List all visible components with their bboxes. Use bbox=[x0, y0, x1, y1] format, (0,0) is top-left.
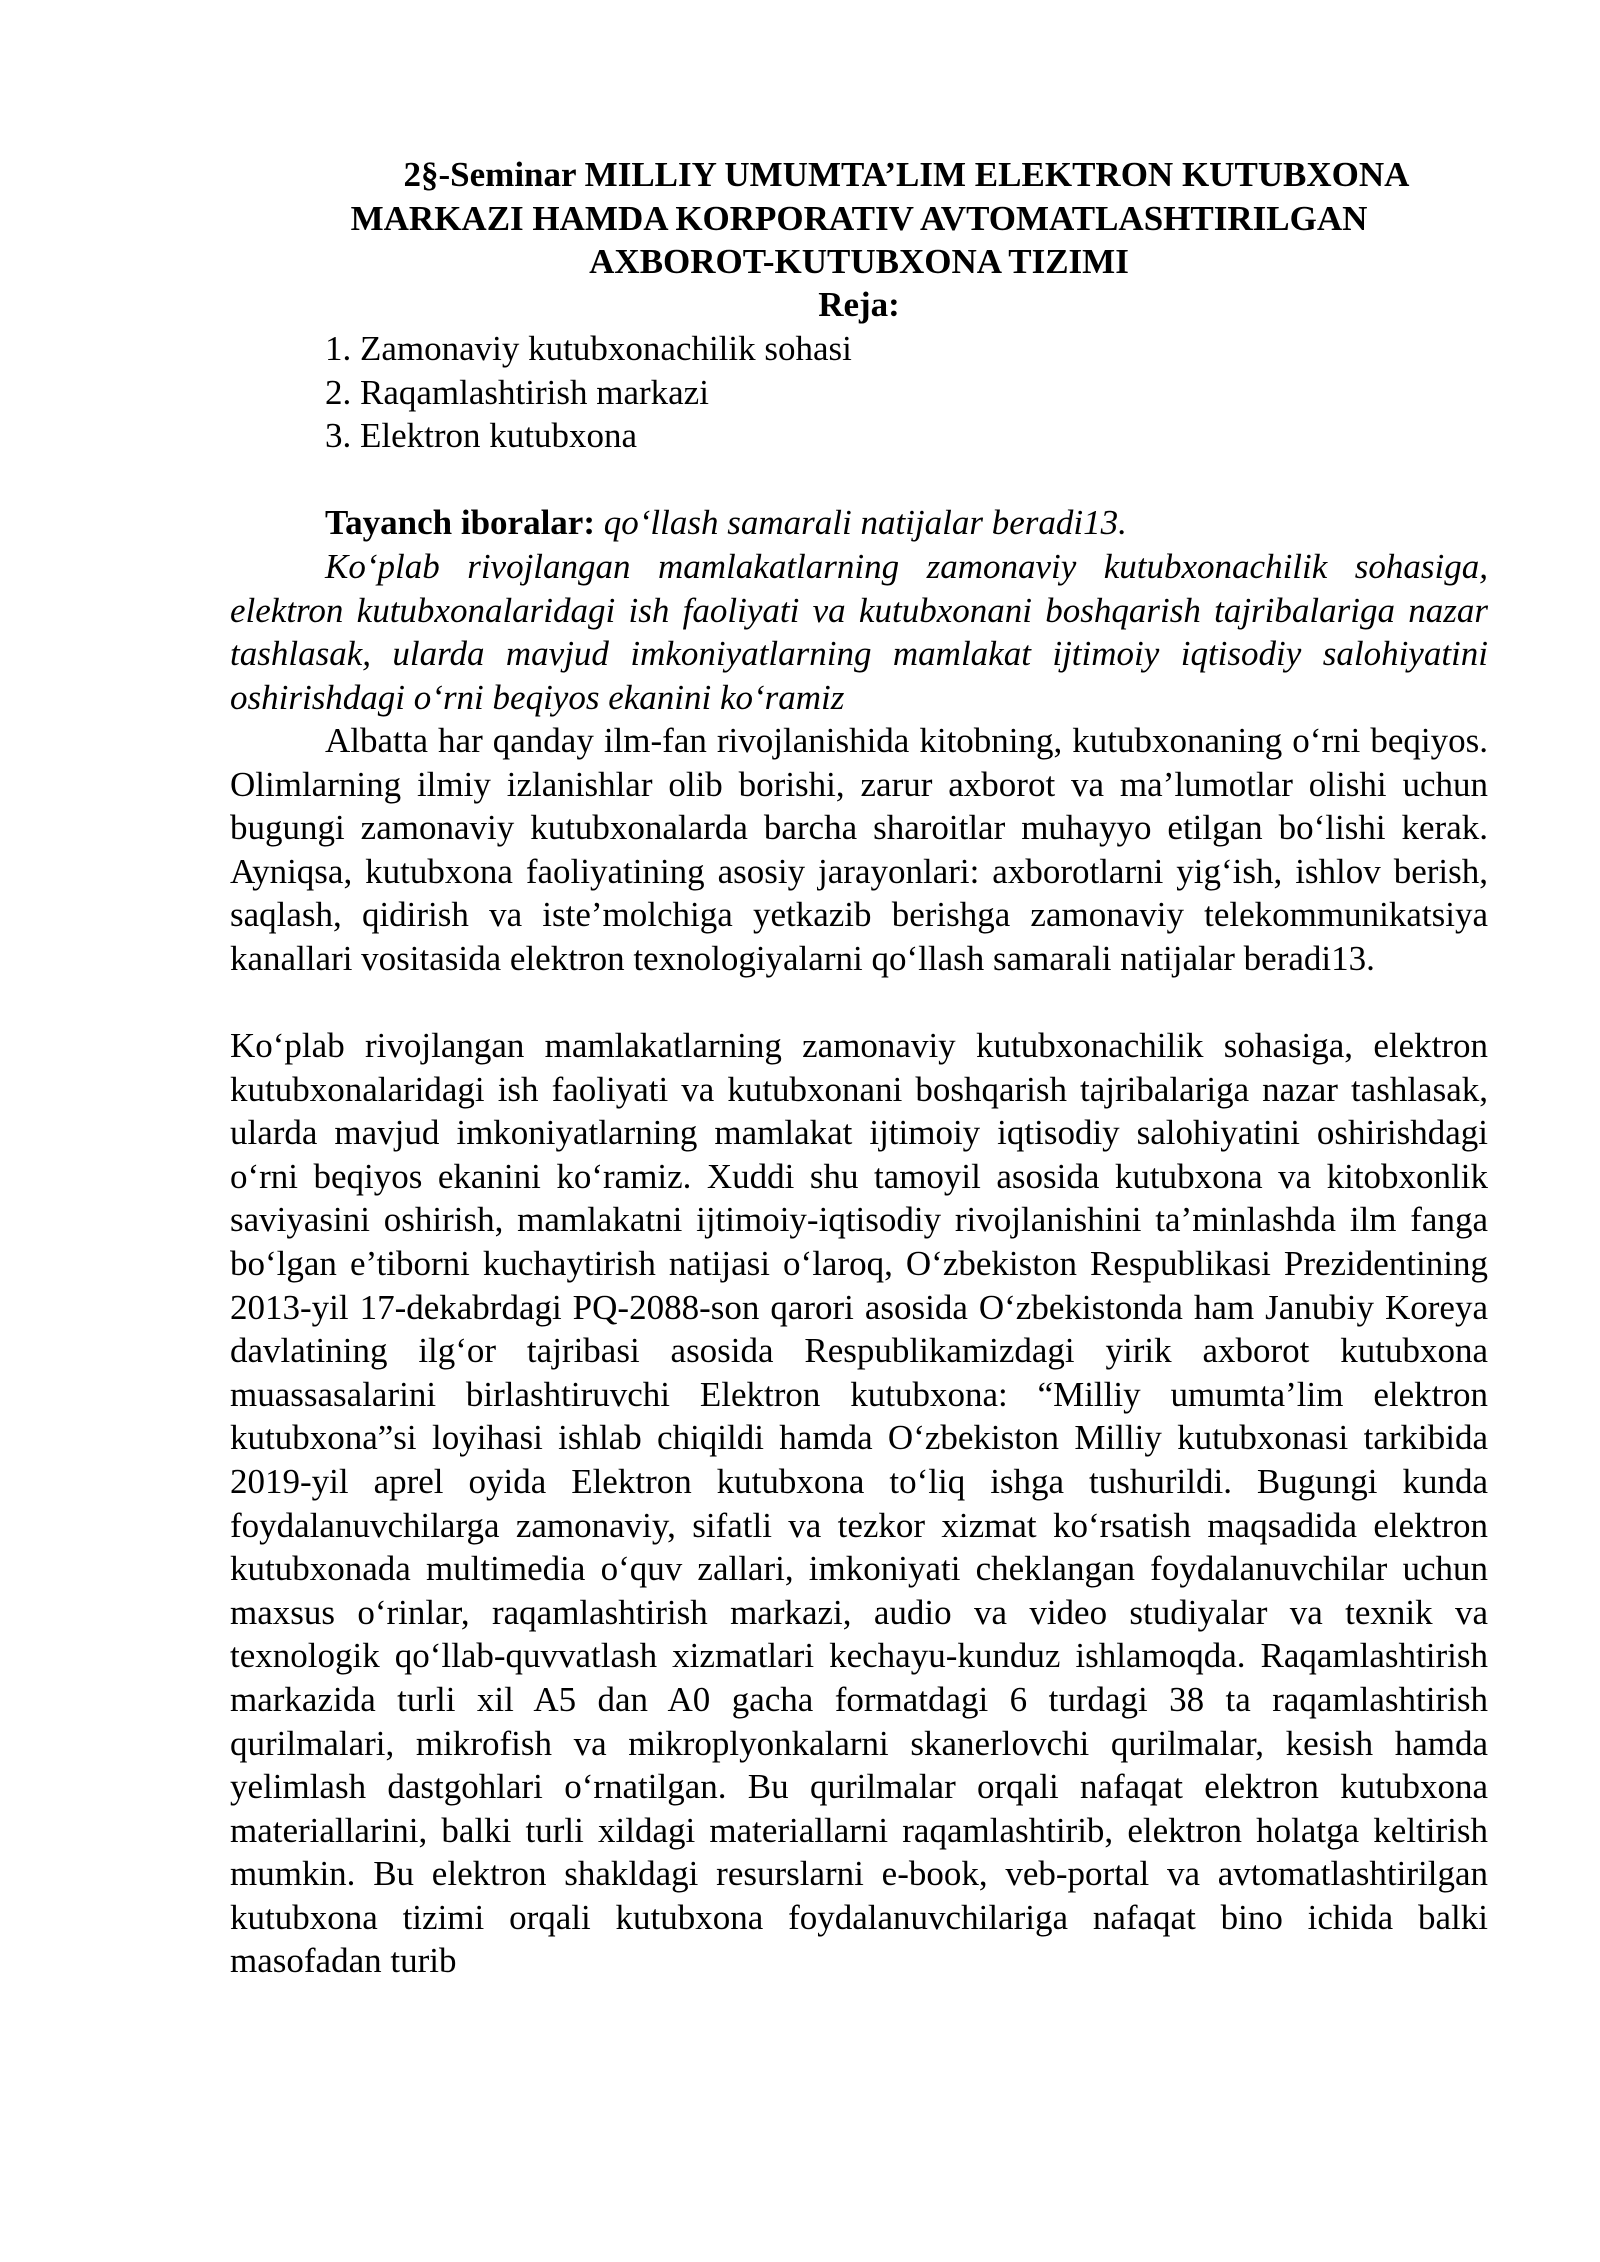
plan-heading: Reja: bbox=[818, 285, 900, 324]
plan-item: 3. Elektron kutubxona bbox=[325, 416, 638, 456]
paragraph-intro-italic: Ko‘plab rivojlangan mamlakatlarning zamonaviy kutubxonachilik sohasiga, elektron kutubxonalaridagi ish faoliyati va kutubxonani boshqarish tajribalariga nazar tashlasak, ularda mavjud imkoniyatlarning mamlakat ijtimoiy iqtisodiy salohiyatini oshirishdagi o‘rni beqiyos ekanini ko‘ramiz bbox=[230, 547, 1488, 717]
keywords-label: Tayanch iboralar: bbox=[325, 503, 595, 542]
document-title bbox=[230, 153, 1488, 284]
paragraph-albatta: Albatta har qanday ilm-fan rivojlanishida kitobning, kutubxonaning o‘rni beqiyos. Olimlarning ilmiy izlanishlar olib borishi, zarur axborot va ma’lumotlar olishi uchun bugungi zamonaviy kutubxonalarda barcha sharoitlar muhayyo etilgan bo‘lishi kerak. Ayniqsa, kutubxona faoliyatining asosiy jarayonlari: axborotlarni yig‘ish, ishlov berish, saqlash, qidirish va iste’molchiga yetkazib berishga zamonaviy telekommunikatsiya kanallari vositasida elektron texnologiyalarni qo‘llash samarali natijalar beradi13. bbox=[230, 721, 1488, 978]
title-line: MARKAZI HAMDA KORPORATIV AVTOMATLASHTIRILGAN bbox=[350, 198, 1368, 238]
title-line: AXBOROT-KUTUBXONA TIZIMI bbox=[589, 242, 1129, 282]
keywords-line bbox=[230, 501, 1488, 545]
title-line: 2§-Seminar MILLIY UMUMTA’LIM ELEKTRON KUTUBXONA bbox=[403, 155, 1410, 194]
plan-item: 1. Zamonaviy kutubxonachilik sohasi bbox=[325, 329, 852, 368]
keywords-text: qo‘llash samarali natijalar beradi13. bbox=[595, 503, 1127, 542]
paragraph-main: Ko‘plab rivojlangan mamlakatlarning zamonaviy kutubxonachilik sohasiga, elektron kutubxonalaridagi ish faoliyati va kutubxonani boshqarish tajribalariga nazar tashlasak, ularda mavjud imkoniyatlarning mamlakat ijtimoiy iqtisodiy salohiyatini oshirishdagi o‘rni beqiyos ekanini ko‘ramiz. Xuddi shu tamoyil asosida kutubxona va kitobxonlik saviyasini oshirish, mamlakatni ijtimoiy-iqtisodiy rivojlanishini ta’minlashda ilm fanga bo‘lgan e’tiborni kuchaytirish natijasi o‘laroq, O‘zbekiston Respublikasi Prezidentining 2013-yil 17-dekabrdagi PQ-2088-son qarori asosida O‘zbekistonda ham Janubiy Koreya davlatining ilg‘or tajribasi asosida Respublikamizdagi yirik axborot kutubxona muassasalarini birlashtiruvchi Elektron kutubxona: “Milliy umumta’lim elektron kutubxona”si loyihasi ishlab chiqildi hamda O‘zbekiston Milliy kutubxonasi tarkibida 2019-yil aprel oyida Elektron kutubxona to‘liq ishga tushurildi. Bugungi kunda foydalanuvchilarga zamonaviy, sifatli va tezkor xizmat ko‘rsatish maqsadida elektron kutubxonada multimedia o‘quv zallari, imkoniyati cheklangan foydalanuvchilar uchun maxsus o‘rinlar, raqamlashtirish markazi, audio va video studiyalar va texnik va texnologik qo‘llab-quvvatlash xizmatlari kechayu-kunduz ishlamoqda. Raqamlashtirish markazida turli xil A5 dan A0 gacha formatdagi 6 turdagi 38 ta raqamlashtirish qurilmalari, mikrofish va mikroplyonkalarni skanerlovchi qurilmalar, kesish hamda yelimlash dastgohlari o‘rnatilgan. Bu qurilmalar orqali nafaqat elektron kutubxona materiallarini, balki turli xildagi materiallarni raqamlashtirib, elektron holatga keltirish mumkin. Bu elektron shakldagi resurslarni e-book, veb-portal va avtomatlashtirilgan kutubxona tizimi orqali kutubxona foydalanuvchilariga nafaqat bino ichida balki masofadan turib bbox=[230, 1026, 1488, 1981]
plan-item: 2. Raqamlashtirish markazi bbox=[325, 372, 709, 412]
plan-list bbox=[230, 327, 1488, 458]
